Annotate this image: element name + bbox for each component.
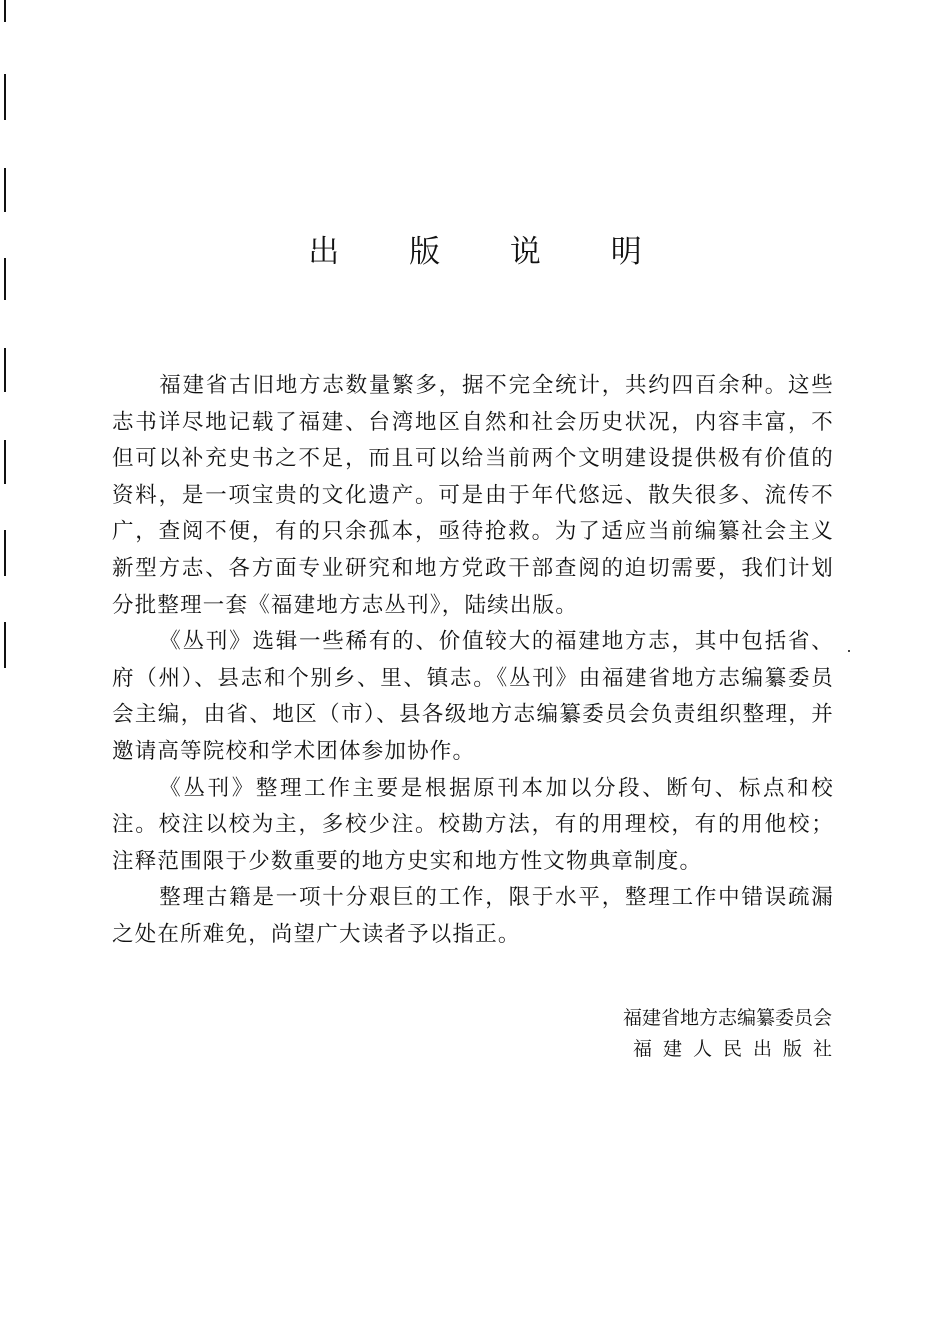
paragraph: 《丛刊》整理工作主要是根据原刊本加以分段、断句、标点和校注。校注以校为主，多校少注。校勘方法，有的用理校，有的用他校；注释范围限于少数重要的地方史实和地方性文物典章制度。 xyxy=(112,775,834,874)
scan-edge-mark xyxy=(4,0,6,22)
scan-speck xyxy=(848,650,850,652)
scan-edge-mark xyxy=(4,530,6,576)
body-text xyxy=(112,368,834,954)
page-title: 出 版 说 明 xyxy=(308,234,672,270)
signature-publisher: 福建人民出版社 xyxy=(632,1038,843,1060)
paragraph: 福建省古旧地方志数量繁多，据不完全统计，共约四百余种。这些志书详尽地记载了福建、台湾地区自然和社会历史状况，内容丰富，不但可以补充史书之不足，而且可以给当前两个文明建设提供极有价值的资料，是一项宝贵的文化遗产。可是由于年代悠远、散失很多、流传不广，查阅不便，有的只余孤本，亟待抢救。为了适应当前编纂社会主义新型方志、各方面专业研究和地方党政干部查阅的迫切需要，我们计划分批整理一套《福建地方志丛刊》，陆续出版。 xyxy=(112,373,834,618)
signature-block xyxy=(560,1003,843,1065)
scan-edge-mark xyxy=(4,440,6,484)
scan-edge-mark xyxy=(4,168,6,212)
scan-edge-mark xyxy=(4,622,6,668)
signature-committee: 福建省地方志编纂委员会 xyxy=(622,1007,832,1029)
scan-edge-mark xyxy=(4,348,6,392)
paragraph: 整理古籍是一项十分艰巨的工作，限于水平，整理工作中错误疏漏之处在所难免，尚望广大读者予以指正。 xyxy=(112,885,834,947)
scan-edge-mark xyxy=(4,74,6,120)
paragraph: 《丛刊》选辑一些稀有的、价值较大的福建地方志，其中包括省、府（州）、县志和个别乡、里、镇志。《丛刊》由福建省地方志编纂委员会主编，由省、地区（市）、县各级地方志编纂委员会负责组织整理，并邀请高等院校和学术团体参加协作。 xyxy=(112,629,834,764)
